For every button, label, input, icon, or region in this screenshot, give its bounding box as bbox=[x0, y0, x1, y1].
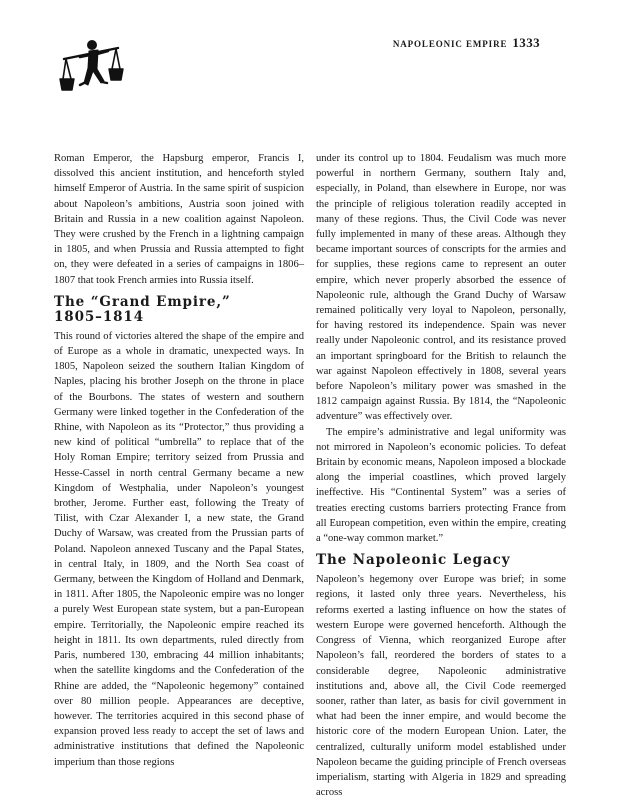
section-heading-legacy: The Napoleonic Legacy bbox=[316, 552, 511, 569]
water-carrier-icon bbox=[52, 33, 124, 105]
paragraph: Roman Emperor, the Hapsburg emperor, Francis I, dissolved this ancient institution, and henceforth styled himself Emperor of Austria. In the same spirit of suspicion about Napoleon’s ambitions, Austria soon joined with Britain and Russia in a new coalition against Napoleon. They were crushed by the French in a lightning campaign in 1805, and when Prussia and Russia attempted to fight on, they were defeated in a series of campaigns in 1806–1807 that took French armies into Russia itself. bbox=[54, 153, 304, 286]
paragraph: under its control up to 1804. Feudalism was much more powerful in northern Germany, southern Italy and, especially, in Poland, than elsewhere in Europe, nor was the principle of religious toleration readily accepted in many of these regions. Thus, the Civil Code was never fully implemented in many of these areas. Although they became important sources of conscripts for the armies and for supplies, these regions came to represent an outer empire, which never properly absorbed the essence of Napoleonic rule, although the Grand Duchy of Warsaw remained politically very loyal to Napoleon, personally, for having restored its independence. Spain was never really under Napoleonic control, and its resistance proved an important springboard for the British to relaunch the war against Napoleon effectively in 1808, several years before Napoleon’s military power was smashed in the 1812 campaign against Russia. By 1814, the “Napoleonic adventure” was effectively over. bbox=[316, 153, 566, 423]
paragraph: This round of victories altered the shape of the empire and of Europe as a whole in dramatic, unexpected ways. In 1805, Napoleon seized the southern Italian Kingdom of Naples, placing his brother Joseph on the throne in place of the Bourbons. The states of western and southern Germany were linked together in the Confederation of the Rhine, with Napoleon as its “Protector,” thus providing a new kind of political “umbrella” to replace that of the Holy Roman Empire; territory seized from Prussia and Hesse-Cassel in north central Germany became a new Kingdom of Westphalia, under Napoleon’s youngest brother, Jerome. Further east, following the Treaty of Tilist, with Czar Alexander I, a new state, the Grand Duchy of Warsaw, was created from the Prussian parts of Poland. Napoleon annexed Tuscany and the Papal States, in central Italy, in 1809, and the North Sea coast of Germany, between the Kingdom of Holland and Denmark, in 1811. After 1805, the Napoleonic empire was no longer a purely West European state system, but a pan-European empire. Territorially, the Napoleonic empire reached its height in 1811. Its own departments, ruled directly from Paris, numbered 130, embracing 44 million inhabitants; when the satellite kingdoms and the Confederation of the Rhine are added, the “Napoleonic hegemony” contained over 80 million people. Appearances are deceptive, however. The territories acquired in this second phase of expansion proved less ready to accept the set of laws and administrative institutions that defined the Napoleonic imperium than those regions bbox=[54, 330, 304, 768]
heading-line: 1805–1814 bbox=[54, 308, 144, 325]
section-heading-grand-empire bbox=[54, 295, 304, 325]
right-column bbox=[316, 151, 566, 800]
page-number: 1333 bbox=[512, 35, 540, 50]
heading-line: The “Grand Empire,” bbox=[54, 293, 231, 310]
running-head bbox=[393, 35, 540, 51]
running-title: NAPOLEONIC EMPIRE bbox=[392, 39, 508, 49]
paragraph: Napoleon’s hegemony over Europe was brief; in some regions, it lasted only three years. Nevertheless, his reforms exerted a lasting influence on how the states of western Europe were governed henceforth. Although the Congress of Vienna, which reorganized Europe after Napoleon’s fall, reordered the borders of states to a considerable degree, Napoleonic administrative institutions and, above all, the Civil Code reemerged sooner, rather than later, as basis for civil government in what had been the inner empire, and would become the historic core of the modern European Union. Later, the centralized, culturally uniform model established under Napoleon became the guiding principle of French overseas imperialism, starting with Algeria in 1829 and spreading across bbox=[316, 574, 566, 799]
paragraph: The empire’s administrative and legal uniformity was not mirrored in Napoleon’s economic policies. To defeat Britain by economic means, Napoleon imposed a blockade along the imperial coastlines, which proved largely ineffective. His “Continental System” was a series of treaties erecting customs barriers protecting France from all European competition, even within the empire, creating a “one-way common market.” bbox=[316, 426, 566, 545]
left-column bbox=[54, 151, 304, 770]
